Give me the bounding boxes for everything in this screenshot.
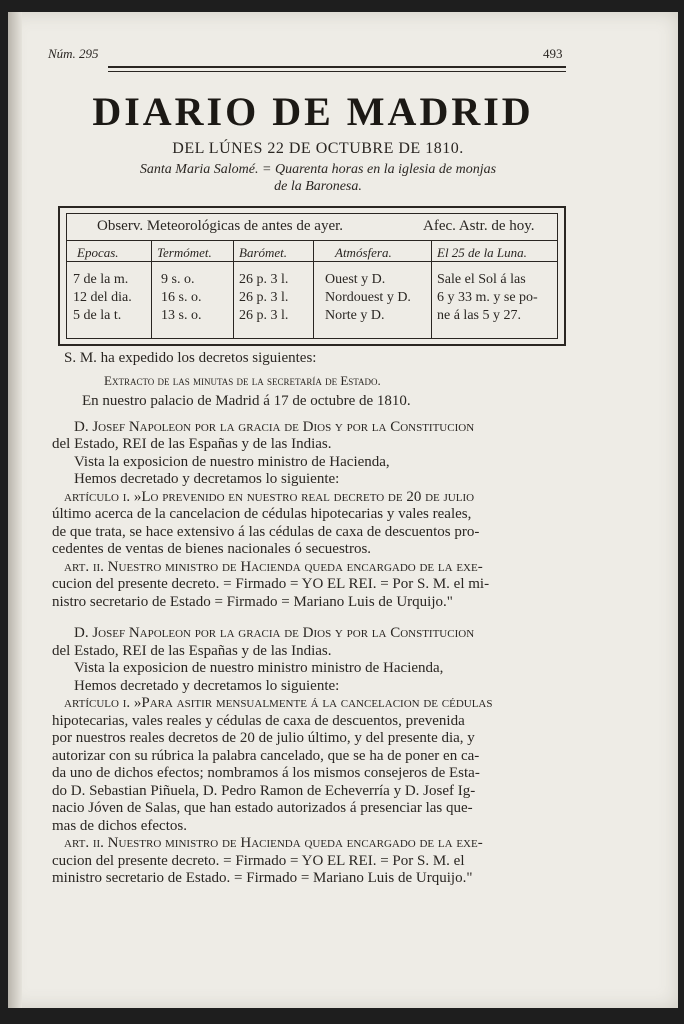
astro-line: 6 y 33 m. y se po-: [437, 290, 538, 305]
issue-number: Núm. 295: [48, 46, 99, 61]
cell-atmosfera: Ouest y D.: [325, 272, 386, 287]
page-number: 493: [543, 46, 563, 61]
cell-termometro: 9 s. o.: [161, 272, 195, 287]
decree-line: nacio Jóven de Salas, que han estado autorizados á presenciar las que-: [52, 800, 473, 816]
intro-line: S. M. ha expedido los decretos siguientes:: [64, 350, 317, 366]
cell-epoca: 7 de la m.: [73, 272, 129, 287]
astro-title: Afec. Astr. de hoy.: [423, 218, 535, 234]
cell-termometro: 13 s. o.: [161, 308, 202, 323]
col-header-barometro: Barómet.: [239, 245, 288, 260]
decree-1: [52, 419, 592, 612]
decree-line: Vista la exposicion de nuestro ministro de Hacienda,: [74, 453, 390, 470]
col-divider: [233, 241, 234, 338]
decree-line: ministro secretario de Estado. = Firmado = Mariano Luis de Urquijo.": [52, 870, 473, 886]
cell-epoca: 12 del dia.: [73, 290, 132, 305]
col-divider: [151, 241, 152, 338]
decree-line: por nuestros reales decretos de 20 de julio último, y del presente dia, y: [52, 730, 475, 746]
decree-line: art. ii. Nuestro ministro de Hacienda queda encargado de la exe-: [64, 558, 483, 575]
cell-termometro: 16 s. o.: [161, 290, 202, 305]
decree-line: artículo i. »Lo prevenido en nuestro real decreto de 20 de julio: [64, 488, 475, 505]
col-header-termometro: Termómet.: [157, 245, 212, 260]
decree-line: autorizar con su rúbrica la palabra cancelado, que se ha de poner en ca-: [52, 747, 480, 764]
decree-line: mas de dichos efectos.: [52, 817, 187, 834]
decree-line: da uno de dichos efectos; nombramos á los mismos consejeros de Esta-: [52, 765, 480, 781]
extracto-heading: Extracto de las minutas de la secretaría de Estado.: [104, 372, 381, 388]
decree-line: último acerca de la cancelacion de cédulas hipotecarias y vales reales,: [52, 506, 472, 522]
palacio-line: En nuestro palacio de Madrid á 17 de octubre de 1810.: [82, 393, 411, 409]
cell-atmosfera: Nordouest y D.: [325, 290, 411, 305]
decree-line: hipotecarias, vales reales y cédulas de caxa de descuentos, prevenida: [52, 712, 465, 729]
col-divider: [313, 241, 314, 338]
page-spine-shadow: [8, 12, 22, 1008]
decree-line: do D. Sebastian Piñuela, D. Pedro Ramon de Echeverría y D. Josef Ig-: [52, 782, 476, 799]
header-rule-bottom: [108, 71, 566, 72]
masthead-title: DIARIO DE MADRID: [92, 89, 534, 134]
decree-line: cucion del presente decreto. = Firmado = YO EL REI. = Por S. M. el: [52, 852, 465, 869]
header-rule-top: [108, 66, 566, 68]
cell-atmosfera: Norte y D.: [325, 308, 385, 323]
saint-line-1: Santa Maria Salomé. = Quarenta horas en la iglesia de monjas: [139, 162, 497, 177]
article-body: [52, 350, 592, 888]
meteorological-table: [58, 206, 566, 346]
dateline: DEL LÚNES 22 DE OCTUBRE DE 1810.: [172, 140, 464, 157]
col-divider: [431, 241, 432, 338]
cell-barometro: 26 p. 3 l.: [239, 290, 289, 305]
cell-epoca: 5 de la t.: [73, 308, 122, 323]
cell-barometro: 26 p. 3 l.: [239, 308, 289, 323]
decree-line: cedentes de ventas de bienes nacionales ó secuestros.: [52, 541, 372, 557]
newspaper-page: [8, 12, 678, 1008]
decree-line: nistro secretario de Estado = Firmado = Mariano Luis de Urquijo.": [52, 593, 453, 610]
decree-line: Hemos decretado y decretamos lo siguiente:: [74, 677, 340, 694]
decree-line: Hemos decretado y decretamos lo siguiente:: [74, 471, 340, 487]
decree-line: D. Josef Napoleon por la gracia de Dios y por la Constitucion: [74, 418, 475, 435]
decree-line: art. ii. Nuestro ministro de Hacienda queda encargado de la exe-: [64, 835, 483, 851]
decree-line: del Estado, REI de las Españas y de las Indias.: [52, 436, 332, 452]
decree-line: del Estado, REI de las Españas y de las Indias.: [52, 642, 332, 659]
astro-line: ne á las 5 y 27.: [437, 308, 521, 323]
saint-line-2: de la Baronesa.: [274, 179, 362, 194]
col-header-atmosfera: Atmósfera.: [335, 245, 392, 260]
cell-barometro: 26 p. 3 l.: [239, 272, 289, 287]
meteo-title: Observ. Meteorológicas de antes de ayer.: [97, 218, 344, 234]
decree-line: de que trata, se hace extensivo á las cédulas de caxa de descuentos pro-: [52, 523, 480, 540]
col-header-epocas: Epocas.: [77, 245, 119, 260]
decree-line: artículo i. »Para asitir mensualmente á la cancelacion de cédulas: [64, 695, 493, 711]
decree-line: Vista la exposicion de nuestro ministro ministro de Hacienda,: [74, 660, 444, 676]
astro-line: Sale el Sol á las: [437, 272, 526, 287]
meteo-rule: [67, 240, 557, 241]
decree-line: D. Josef Napoleon por la gracia de Dios y por la Constitucion: [74, 625, 475, 641]
decree-2: [52, 625, 592, 888]
decree-line: cucion del presente decreto. = Firmado = YO EL REI. = Por S. M. el mi-: [52, 576, 490, 592]
meteo-header-rule: [67, 261, 557, 262]
col-header-luna: El 25 de la Luna.: [437, 245, 527, 260]
